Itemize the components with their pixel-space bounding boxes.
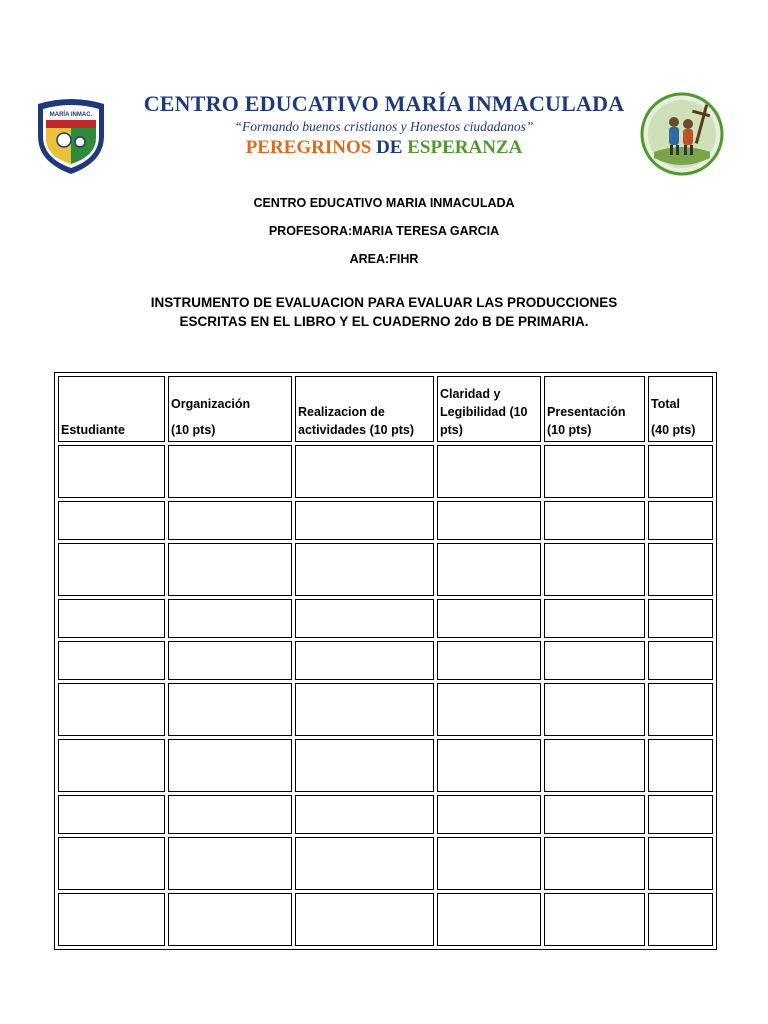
grade-cell[interactable] — [168, 683, 292, 736]
grade-cell[interactable] — [648, 501, 713, 540]
grade-cell[interactable] — [437, 739, 541, 792]
table-row — [58, 739, 713, 792]
grade-cell[interactable] — [648, 543, 713, 596]
svg-text:MARÍA INMAC.: MARÍA INMAC. — [49, 112, 93, 118]
table-row — [58, 501, 713, 540]
header-clarity: Claridad y Legibilidad (10 pts) — [437, 376, 541, 442]
title-line-2: ESCRITAS EN EL LIBRO Y EL CUADERNO 2do B DE PRIMARIA. — [179, 314, 589, 329]
grade-cell[interactable] — [437, 683, 541, 736]
grade-cell[interactable] — [544, 445, 645, 498]
grade-cell[interactable] — [437, 641, 541, 680]
title-line-1: INSTRUMENTO DE EVALUACION PARA EVALUAR LAS PRODUCCIONES — [150, 295, 618, 310]
grade-cell[interactable] — [437, 795, 541, 834]
header-presentation: Presentación (10 pts) — [544, 376, 645, 442]
grade-cell[interactable] — [544, 543, 645, 596]
grade-cell[interactable] — [648, 445, 713, 498]
grade-cell[interactable] — [437, 893, 541, 946]
header-student: Estudiante — [58, 376, 165, 442]
grade-cell[interactable] — [544, 501, 645, 540]
grade-cell[interactable] — [544, 893, 645, 946]
grade-cell[interactable] — [58, 445, 165, 498]
grade-cell[interactable] — [168, 739, 292, 792]
grade-cell[interactable] — [544, 641, 645, 680]
pilgrims-word-2: DE — [376, 137, 403, 158]
pilgrims-word-3: ESPERANZA — [407, 137, 523, 158]
grade-cell[interactable] — [544, 837, 645, 890]
table-row — [58, 795, 713, 834]
grade-cell[interactable] — [295, 599, 434, 638]
grade-cell[interactable] — [58, 641, 165, 680]
header-activities: Realizacion de actividades (10 pts) — [295, 376, 434, 442]
grade-cell[interactable] — [437, 599, 541, 638]
grade-cell[interactable] — [168, 795, 292, 834]
document-title — [100, 293, 668, 331]
school-name: CENTRO EDUCATIVO MARÍA INMACULADA — [143, 91, 625, 116]
grade-cell[interactable] — [168, 599, 292, 638]
grade-cell[interactable] — [295, 837, 434, 890]
table-row — [58, 445, 713, 498]
grade-cell[interactable] — [58, 837, 165, 890]
info-teacher: PROFESORA:MARIA TERESA GARCIA — [268, 224, 500, 238]
grade-cell[interactable] — [437, 837, 541, 890]
table-row — [58, 641, 713, 680]
table-row — [58, 543, 713, 596]
header-organization: Organización (10 pts) — [168, 376, 292, 442]
pilgrims-slogan — [120, 136, 648, 160]
grade-cell[interactable] — [295, 795, 434, 834]
grade-cell[interactable] — [648, 641, 713, 680]
pilgrims-word-1: PEREGRINOS — [245, 137, 372, 158]
school-header — [120, 90, 648, 160]
grade-cell[interactable] — [168, 445, 292, 498]
grade-cell[interactable] — [168, 837, 292, 890]
grade-cell[interactable] — [648, 795, 713, 834]
table-row — [58, 837, 713, 890]
grade-cell[interactable] — [295, 445, 434, 498]
grade-cell[interactable] — [58, 501, 165, 540]
grade-cell[interactable] — [648, 837, 713, 890]
grade-cell[interactable] — [168, 893, 292, 946]
school-shield-logo — [34, 96, 108, 176]
table-header-row — [58, 376, 713, 442]
table-row — [58, 683, 713, 736]
grade-cell[interactable] — [295, 683, 434, 736]
grade-cell[interactable] — [168, 641, 292, 680]
table-row — [58, 893, 713, 946]
header-total: Total (40 pts) — [648, 376, 713, 442]
grade-cell[interactable] — [58, 739, 165, 792]
grade-cell[interactable] — [544, 683, 645, 736]
info-school: CENTRO EDUCATIVO MARIA INMACULADA — [253, 196, 515, 210]
grade-cell[interactable] — [648, 739, 713, 792]
grade-cell[interactable] — [168, 501, 292, 540]
pilgrims-hope-logo — [640, 92, 724, 176]
table-row — [58, 599, 713, 638]
grade-cell[interactable] — [168, 543, 292, 596]
info-area: AREA:FIHR — [349, 252, 419, 266]
grade-cell[interactable] — [295, 501, 434, 540]
grade-cell[interactable] — [58, 543, 165, 596]
grade-cell[interactable] — [437, 501, 541, 540]
school-motto: “Formando buenos cristianos y Honestos ciudadanos” — [234, 119, 534, 134]
grade-cell[interactable] — [648, 683, 713, 736]
grade-cell[interactable] — [648, 599, 713, 638]
grade-cell[interactable] — [544, 795, 645, 834]
grade-cell[interactable] — [58, 795, 165, 834]
grade-cell[interactable] — [295, 893, 434, 946]
grade-cell[interactable] — [295, 641, 434, 680]
grade-cell[interactable] — [295, 543, 434, 596]
grade-cell[interactable] — [544, 599, 645, 638]
grade-cell[interactable] — [58, 599, 165, 638]
grade-cell[interactable] — [437, 543, 541, 596]
grade-cell[interactable] — [58, 893, 165, 946]
grade-cell[interactable] — [648, 893, 713, 946]
grade-cell[interactable] — [437, 445, 541, 498]
grade-cell[interactable] — [544, 739, 645, 792]
grade-cell[interactable] — [58, 683, 165, 736]
grade-cell[interactable] — [295, 739, 434, 792]
evaluation-table — [54, 372, 717, 950]
